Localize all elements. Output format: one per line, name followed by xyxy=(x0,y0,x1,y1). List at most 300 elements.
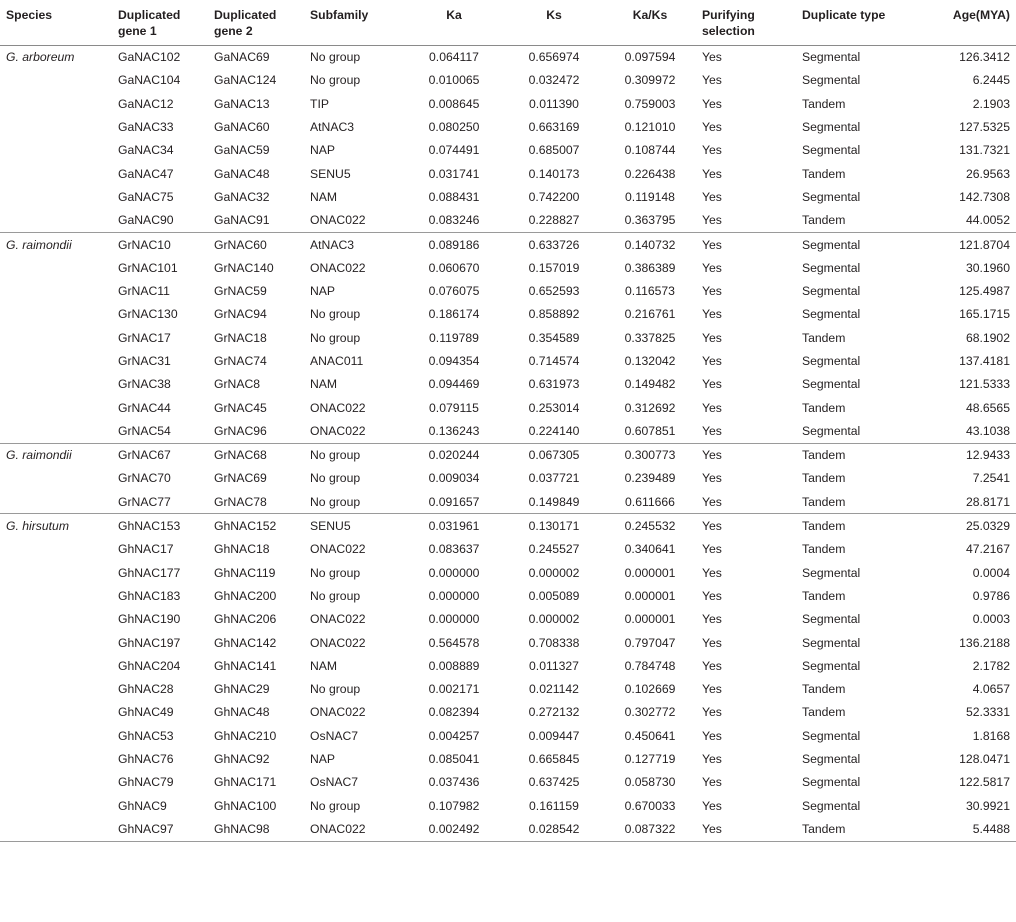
species-cell xyxy=(0,771,112,794)
gene2-cell: GhNAC152 xyxy=(214,519,277,534)
gene2-cell: GrNAC60 xyxy=(214,237,267,252)
kaks-cell: 0.000001 xyxy=(624,588,676,603)
gene2-cell: GhNAC141 xyxy=(214,658,277,673)
header-kaks: Ka/Ks xyxy=(632,8,668,22)
gene2-cell: GhNAC18 xyxy=(214,542,270,557)
gene1-cell: GhNAC17 xyxy=(118,542,174,557)
gene1-cell: GrNAC11 xyxy=(118,284,170,299)
ka-cell: 0.085041 xyxy=(428,752,480,767)
gene2-cell: GrNAC8 xyxy=(214,377,261,392)
ks-cell: 0.663169 xyxy=(528,120,580,135)
header-ks: Ks xyxy=(546,8,562,22)
ks-cell: 0.011327 xyxy=(529,658,579,673)
subfamily-cell: AtNAC3 xyxy=(310,237,355,252)
kaks-cell: 0.607851 xyxy=(624,423,676,438)
duplicate-type-cell: Tandem xyxy=(802,705,846,720)
duplicate-type-cell: Segmental xyxy=(802,354,861,368)
gene2-cell: GrNAC18 xyxy=(214,330,267,345)
gene2-cell: GrNAC94 xyxy=(214,307,267,322)
gene2-cell: GaNAC48 xyxy=(214,166,270,181)
table-row xyxy=(0,303,1016,326)
age-cell: 142.7308 xyxy=(959,189,1010,204)
purifying-cell: Yes xyxy=(702,565,722,580)
kaks-cell: 0.340641 xyxy=(624,542,676,557)
species-cell xyxy=(0,69,112,92)
ks-cell: 0.000002 xyxy=(528,612,580,627)
duplicate-type-cell: Segmental xyxy=(802,377,861,392)
age-cell: 131.7321 xyxy=(959,143,1010,158)
gene2-cell: GhNAC92 xyxy=(214,752,270,767)
gene1-cell: GhNAC76 xyxy=(118,752,174,767)
purifying-cell: Yes xyxy=(702,658,722,673)
table-row xyxy=(0,45,1016,69)
ks-cell: 0.253014 xyxy=(528,400,580,415)
ks-cell: 0.037721 xyxy=(528,471,580,486)
species-cell xyxy=(0,326,112,349)
species-cell xyxy=(0,794,112,817)
kaks-cell: 0.121010 xyxy=(624,120,676,135)
table-header xyxy=(0,0,1016,45)
species-cell xyxy=(0,303,112,326)
kaks-cell: 0.116573 xyxy=(625,284,675,299)
species-cell xyxy=(0,185,112,208)
duplicate-type-cell: Segmental xyxy=(802,728,861,743)
gene2-cell: GrNAC78 xyxy=(214,494,267,509)
subfamily-cell: ONAC022 xyxy=(310,705,366,720)
table-row xyxy=(0,794,1016,817)
gene1-cell: GhNAC183 xyxy=(118,588,181,603)
kaks-cell: 0.000001 xyxy=(624,565,676,580)
subfamily-cell: ONAC022 xyxy=(310,821,366,836)
gene1-cell: GhNAC97 xyxy=(118,821,174,836)
subfamily-cell: AtNAC3 xyxy=(310,120,355,135)
table-row xyxy=(0,373,1016,396)
ks-cell: 0.714574 xyxy=(528,354,580,368)
ka-cell: 0.091657 xyxy=(428,494,480,509)
kaks-cell: 0.670033 xyxy=(624,798,676,813)
species-cell xyxy=(0,162,112,185)
purifying-cell: Yes xyxy=(702,821,722,836)
age-cell: 121.5333 xyxy=(959,377,1010,392)
ks-cell: 0.633726 xyxy=(528,237,580,252)
kaks-cell: 0.000001 xyxy=(624,612,676,627)
gene2-cell: GaNAC32 xyxy=(214,189,270,204)
age-cell: 43.1038 xyxy=(965,423,1010,438)
gene2-cell: GaNAC69 xyxy=(214,50,270,65)
ks-cell: 0.656974 xyxy=(528,50,580,65)
duplicate-type-cell: Segmental xyxy=(802,143,861,158)
ka-cell: 0.002492 xyxy=(428,821,480,836)
kaks-cell: 0.450641 xyxy=(624,728,676,743)
age-cell: 121.8704 xyxy=(959,237,1010,252)
subfamily-cell: No group xyxy=(310,73,361,88)
species-cell xyxy=(0,701,112,724)
ks-cell: 0.130171 xyxy=(528,519,580,534)
duplicate-type-cell: Tandem xyxy=(802,821,846,836)
species-cell: G. hirsutum xyxy=(6,519,69,534)
purifying-cell: Yes xyxy=(702,73,722,88)
kaks-cell: 0.097594 xyxy=(624,50,676,65)
species-cell xyxy=(0,419,112,443)
gene1-cell: GaNAC102 xyxy=(118,50,181,65)
duplicate-type-cell: Tandem xyxy=(802,330,846,345)
ka-cell: 0.076075 xyxy=(428,284,480,299)
ks-cell: 0.665845 xyxy=(528,752,580,767)
gene2-cell: GrNAC140 xyxy=(214,260,274,275)
species-cell xyxy=(0,349,112,372)
duplicate-type-cell: Segmental xyxy=(802,423,861,438)
table-row xyxy=(0,326,1016,349)
gene1-cell: GhNAC197 xyxy=(118,635,181,650)
table-row xyxy=(0,279,1016,302)
gene2-cell: GhNAC48 xyxy=(214,705,270,720)
duplicate-type-cell: Tandem xyxy=(802,542,846,557)
table-row xyxy=(0,349,1016,372)
ka-cell: 0.020244 xyxy=(428,448,480,463)
ka-cell: 0.037436 xyxy=(428,775,480,790)
species-cell xyxy=(0,115,112,138)
age-cell: 2.1782 xyxy=(972,658,1010,673)
purifying-cell: Yes xyxy=(702,330,722,345)
age-cell: 0.0003 xyxy=(972,612,1010,627)
age-cell: 122.5817 xyxy=(959,775,1010,790)
purifying-cell: Yes xyxy=(702,471,722,486)
ks-cell: 0.742200 xyxy=(528,189,580,204)
gene1-cell: GhNAC9 xyxy=(118,798,167,813)
species-cell xyxy=(0,373,112,396)
age-cell: 52.3331 xyxy=(965,705,1010,720)
subfamily-cell: No group xyxy=(310,448,361,463)
table-row xyxy=(0,678,1016,701)
gene1-cell: GhNAC49 xyxy=(118,705,174,720)
kaks-cell: 0.312692 xyxy=(624,400,676,415)
subfamily-cell: No group xyxy=(310,494,361,509)
ks-cell: 0.140173 xyxy=(528,166,580,181)
kaks-cell: 0.300773 xyxy=(624,448,676,463)
species-cell: G. arboreum xyxy=(6,50,75,65)
species-cell xyxy=(0,608,112,631)
age-cell: 136.2188 xyxy=(959,635,1010,650)
ks-cell: 0.005089 xyxy=(528,588,580,603)
duplicate-type-cell: Segmental xyxy=(802,798,861,813)
table-row xyxy=(0,561,1016,584)
ka-cell: 0.136243 xyxy=(428,423,480,438)
table-row xyxy=(0,654,1016,677)
gene2-cell: GrNAC45 xyxy=(214,400,267,415)
purifying-cell: Yes xyxy=(702,519,722,534)
kaks-cell: 0.363795 xyxy=(624,213,676,228)
purifying-cell: Yes xyxy=(702,423,722,438)
ks-cell: 0.011390 xyxy=(529,96,579,111)
species-cell xyxy=(0,678,112,701)
ka-cell: 0.004257 xyxy=(428,728,480,743)
kaks-cell: 0.119148 xyxy=(625,189,675,204)
table-row xyxy=(0,701,1016,724)
purifying-cell: Yes xyxy=(702,682,722,697)
kaks-cell: 0.132042 xyxy=(624,354,676,368)
gene1-cell: GhNAC79 xyxy=(118,775,174,790)
purifying-cell: Yes xyxy=(702,448,722,463)
kaks-cell: 0.759003 xyxy=(624,96,676,111)
duplicate-type-cell: Segmental xyxy=(802,50,861,65)
gene1-cell: GhNAC204 xyxy=(118,658,181,673)
age-cell: 30.9921 xyxy=(965,798,1010,813)
species-cell xyxy=(0,654,112,677)
ka-cell: 0.083637 xyxy=(428,542,480,557)
table-row xyxy=(0,490,1016,514)
age-cell: 126.3412 xyxy=(959,50,1010,65)
purifying-cell: Yes xyxy=(702,705,722,720)
gene1-cell: GrNAC67 xyxy=(118,448,171,463)
duplicate-type-cell: Tandem xyxy=(802,96,846,111)
kaks-cell: 0.140732 xyxy=(624,237,676,252)
gene2-cell: GaNAC60 xyxy=(214,120,270,135)
header-age: Age(MYA) xyxy=(952,8,1010,22)
duplicate-type-cell: Segmental xyxy=(802,284,861,299)
ks-cell: 0.149849 xyxy=(528,494,580,509)
age-cell: 5.4488 xyxy=(972,821,1010,836)
table-row xyxy=(0,256,1016,279)
table-row xyxy=(0,467,1016,490)
ka-cell: 0.094354 xyxy=(428,354,480,368)
gene1-cell: GaNAC90 xyxy=(118,213,174,228)
duplicate-type-cell: Segmental xyxy=(802,775,861,790)
gene1-cell: GhNAC153 xyxy=(118,519,181,534)
kaks-cell: 0.226438 xyxy=(624,166,676,181)
ka-cell: 0.008645 xyxy=(428,96,480,111)
kaks-cell: 0.127719 xyxy=(624,752,676,767)
kaks-cell: 0.216761 xyxy=(624,307,676,322)
duplicate-type-cell: Tandem xyxy=(802,682,846,697)
species-cell xyxy=(0,538,112,561)
ka-cell: 0.031741 xyxy=(428,166,480,181)
duplicate-type-cell: Tandem xyxy=(802,166,846,181)
header-duplicate-type: Duplicate type xyxy=(802,8,886,22)
subfamily-cell: No group xyxy=(310,565,361,580)
table-row xyxy=(0,92,1016,115)
subfamily-cell: No group xyxy=(310,307,361,322)
duplicate-type-cell: Tandem xyxy=(802,494,846,509)
species-cell xyxy=(0,584,112,607)
age-cell: 165.1715 xyxy=(959,307,1010,322)
age-cell: 0.9786 xyxy=(972,588,1010,603)
gene2-cell: GhNAC210 xyxy=(214,728,277,743)
purifying-cell: Yes xyxy=(702,542,722,557)
species-cell xyxy=(0,561,112,584)
purifying-cell: Yes xyxy=(702,50,722,65)
table-row xyxy=(0,419,1016,443)
header-species: Species xyxy=(6,8,53,22)
gene1-cell: GaNAC75 xyxy=(118,189,174,204)
ka-cell: 0.002171 xyxy=(428,682,480,697)
purifying-cell: Yes xyxy=(702,752,722,767)
kaks-cell: 0.245532 xyxy=(624,519,676,534)
age-cell: 125.4987 xyxy=(959,284,1010,299)
purifying-cell: Yes xyxy=(702,120,722,135)
duplicate-type-cell: Segmental xyxy=(802,565,861,580)
ks-cell: 0.032472 xyxy=(528,73,580,88)
age-cell: 1.8168 xyxy=(972,728,1010,743)
ka-cell: 0.009034 xyxy=(428,471,480,486)
ka-cell: 0.564578 xyxy=(428,635,480,650)
purifying-cell: Yes xyxy=(702,494,722,509)
species-cell xyxy=(0,256,112,279)
table-row xyxy=(0,69,1016,92)
gene2-cell: GhNAC100 xyxy=(214,798,277,813)
header-purifying: Purifying selection xyxy=(702,8,755,38)
purifying-cell: Yes xyxy=(702,775,722,790)
kaks-cell: 0.058730 xyxy=(624,775,676,790)
gene1-cell: GhNAC53 xyxy=(118,728,174,743)
gene1-cell: GhNAC177 xyxy=(118,565,181,580)
species-cell xyxy=(0,747,112,770)
table-row xyxy=(0,538,1016,561)
species-cell: G. raimondii xyxy=(6,448,72,463)
ka-cell: 0.064117 xyxy=(429,50,479,65)
purifying-cell: Yes xyxy=(702,400,722,415)
duplicate-type-cell: Tandem xyxy=(802,471,846,486)
gene1-cell: GrNAC54 xyxy=(118,423,171,438)
kaks-cell: 0.302772 xyxy=(624,705,676,720)
age-cell: 48.6565 xyxy=(965,400,1010,415)
gene1-cell: GrNAC70 xyxy=(118,471,171,486)
subfamily-cell: ONAC022 xyxy=(310,400,366,415)
table-row xyxy=(0,185,1016,208)
table-row xyxy=(0,162,1016,185)
gene2-cell: GaNAC91 xyxy=(214,213,270,228)
age-cell: 25.0329 xyxy=(965,519,1010,534)
subfamily-cell: ANAC011 xyxy=(310,354,364,368)
age-cell: 47.2167 xyxy=(965,542,1010,557)
age-cell: 44.0052 xyxy=(965,213,1010,228)
table-row xyxy=(0,209,1016,233)
subfamily-cell: TIP xyxy=(310,96,329,111)
ka-cell: 0.000000 xyxy=(428,588,480,603)
table-row xyxy=(0,771,1016,794)
subfamily-cell: NAP xyxy=(310,752,336,767)
gene2-cell: GaNAC124 xyxy=(214,73,277,88)
table-row xyxy=(0,817,1016,841)
gene1-cell: GrNAC31 xyxy=(118,354,171,368)
age-cell: 127.5325 xyxy=(959,120,1010,135)
ka-cell: 0.000000 xyxy=(428,565,480,580)
purifying-cell: Yes xyxy=(702,166,722,181)
ks-cell: 0.224140 xyxy=(528,423,580,438)
subfamily-cell: ONAC022 xyxy=(310,542,366,557)
duplicate-type-cell: Tandem xyxy=(802,519,846,534)
subfamily-cell: NAM xyxy=(310,189,338,204)
ka-cell: 0.088431 xyxy=(428,189,480,204)
ks-cell: 0.021142 xyxy=(529,682,579,697)
species-cell xyxy=(0,92,112,115)
purifying-cell: Yes xyxy=(702,307,722,322)
purifying-cell: Yes xyxy=(702,213,722,228)
gene1-cell: GrNAC130 xyxy=(118,307,178,322)
purifying-cell: Yes xyxy=(702,143,722,158)
subfamily-cell: ONAC022 xyxy=(310,423,366,438)
ks-cell: 0.685007 xyxy=(528,143,580,158)
ks-cell: 0.708338 xyxy=(528,635,580,650)
gene1-cell: GaNAC47 xyxy=(118,166,174,181)
subfamily-cell: No group xyxy=(310,588,361,603)
ka-cell: 0.080250 xyxy=(428,120,480,135)
subfamily-cell: No group xyxy=(310,50,361,65)
age-cell: 68.1902 xyxy=(965,330,1010,345)
ks-cell: 0.631973 xyxy=(528,377,580,392)
subfamily-cell: No group xyxy=(310,471,361,486)
header-ka: Ka xyxy=(446,8,462,22)
ka-cell: 0.000000 xyxy=(428,612,480,627)
gene1-cell: GaNAC104 xyxy=(118,73,181,88)
purifying-cell: Yes xyxy=(702,635,722,650)
ka-cell: 0.079115 xyxy=(429,400,479,415)
gene1-cell: GaNAC33 xyxy=(118,120,174,135)
duplicate-type-cell: Tandem xyxy=(802,400,846,415)
table-row xyxy=(0,608,1016,631)
ks-cell: 0.652593 xyxy=(528,284,580,299)
ks-cell: 0.000002 xyxy=(528,565,580,580)
species-cell xyxy=(0,631,112,654)
duplicate-type-cell: Tandem xyxy=(802,448,846,463)
species-cell xyxy=(0,396,112,419)
gene2-cell: GhNAC119 xyxy=(214,565,276,580)
kaks-cell: 0.386389 xyxy=(624,260,676,275)
table-row xyxy=(0,747,1016,770)
kaks-cell: 0.784748 xyxy=(624,658,676,673)
gene2-cell: GrNAC96 xyxy=(214,423,267,438)
gene2-cell: GaNAC59 xyxy=(214,143,270,158)
gene2-cell: GhNAC171 xyxy=(214,775,277,790)
kaks-cell: 0.337825 xyxy=(624,330,676,345)
species-cell xyxy=(0,490,112,514)
duplicate-type-cell: Tandem xyxy=(802,588,846,603)
ks-cell: 0.245527 xyxy=(528,542,580,557)
gene2-cell: GaNAC13 xyxy=(214,96,270,111)
duplicate-type-cell: Segmental xyxy=(802,237,861,252)
ka-cell: 0.119789 xyxy=(429,330,479,345)
purifying-cell: Yes xyxy=(702,728,722,743)
duplicate-type-cell: Segmental xyxy=(802,73,861,88)
gene2-cell: GrNAC74 xyxy=(214,354,267,368)
subfamily-cell: ONAC022 xyxy=(310,260,366,275)
purifying-cell: Yes xyxy=(702,612,722,627)
species-cell xyxy=(0,279,112,302)
purifying-cell: Yes xyxy=(702,237,722,252)
gene2-cell: GhNAC206 xyxy=(214,612,277,627)
kaks-cell: 0.611666 xyxy=(625,494,675,509)
gene1-cell: GrNAC10 xyxy=(118,237,171,252)
gene1-cell: GrNAC44 xyxy=(118,400,171,415)
ka-cell: 0.107982 xyxy=(428,798,480,813)
ks-cell: 0.009447 xyxy=(528,728,580,743)
kaks-cell: 0.797047 xyxy=(624,635,676,650)
gene1-cell: GrNAC101 xyxy=(118,260,178,275)
purifying-cell: Yes xyxy=(702,189,722,204)
subfamily-cell: SENU5 xyxy=(310,519,351,534)
purifying-cell: Yes xyxy=(702,354,722,368)
species-cell xyxy=(0,724,112,747)
gene2-cell: GrNAC59 xyxy=(214,284,267,299)
purifying-cell: Yes xyxy=(702,377,722,392)
header-gene1: Duplicated gene 1 xyxy=(118,8,181,38)
ks-cell: 0.637425 xyxy=(528,775,580,790)
ka-cell: 0.010065 xyxy=(428,73,480,88)
age-cell: 30.1960 xyxy=(965,260,1010,275)
purifying-cell: Yes xyxy=(702,260,722,275)
table-row xyxy=(0,232,1016,256)
ks-cell: 0.067305 xyxy=(528,448,580,463)
subfamily-cell: NAP xyxy=(310,284,336,299)
